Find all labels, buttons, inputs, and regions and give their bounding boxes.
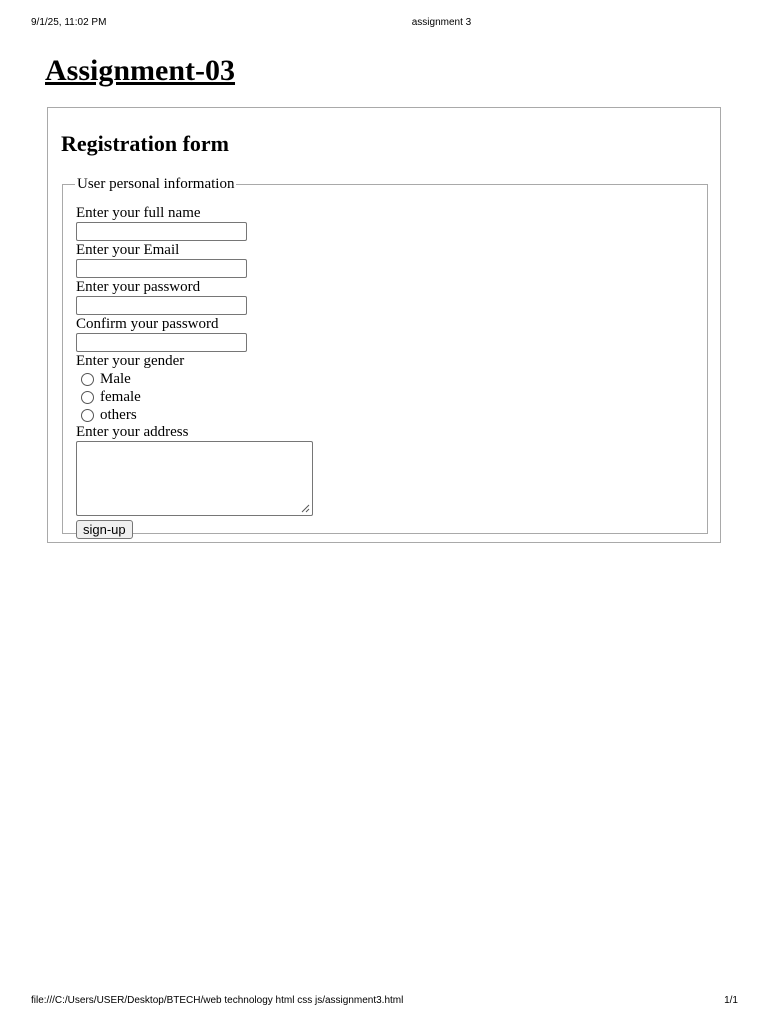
print-footer: [0, 995, 768, 1009]
registration-container: [47, 107, 721, 543]
form-fields: [76, 205, 313, 539]
gender-option-label: female: [100, 388, 141, 405]
gender-option-label: Male: [100, 370, 131, 387]
gender-option-female[interactable]: [76, 388, 313, 406]
print-page-count: 1/1: [724, 995, 738, 1006]
password-input[interactable]: [76, 296, 247, 315]
print-file-url: file:///C:/Users/USER/Desktop/BTECH/web technology html css js/assignment3.html: [31, 995, 404, 1006]
confirm-password-label: Confirm your password: [76, 316, 219, 332]
email-input[interactable]: [76, 259, 247, 278]
form-title: Registration form: [61, 131, 230, 156]
gender-label: Enter your gender: [76, 353, 185, 369]
address-textarea[interactable]: [76, 441, 313, 516]
password-label: Enter your password: [76, 279, 201, 295]
full-name-label: Enter your full name: [76, 205, 201, 221]
full-name-input[interactable]: [76, 222, 247, 241]
gender-option-male[interactable]: [76, 370, 313, 388]
fieldset-legend: User personal information: [77, 176, 235, 192]
email-label: Enter your Email: [76, 242, 180, 258]
gender-option-others[interactable]: [76, 406, 313, 424]
gender-option-label: others: [100, 406, 137, 423]
personal-info-fieldset: [62, 176, 708, 537]
gender-radio-others[interactable]: [81, 409, 94, 422]
gender-radio-female[interactable]: [81, 391, 94, 404]
gender-radio-male[interactable]: [81, 373, 94, 386]
print-page-title: assignment 3: [411, 17, 472, 28]
print-datetime: 9/1/25, 11:02 PM: [31, 17, 107, 28]
address-label: Enter your address: [76, 424, 189, 440]
confirm-password-input[interactable]: [76, 333, 247, 352]
resize-grip-icon[interactable]: [301, 504, 310, 513]
page-title: Assignment-03: [45, 54, 236, 87]
sign-up-button[interactable]: sign-up: [76, 520, 133, 539]
print-header: [0, 17, 768, 31]
